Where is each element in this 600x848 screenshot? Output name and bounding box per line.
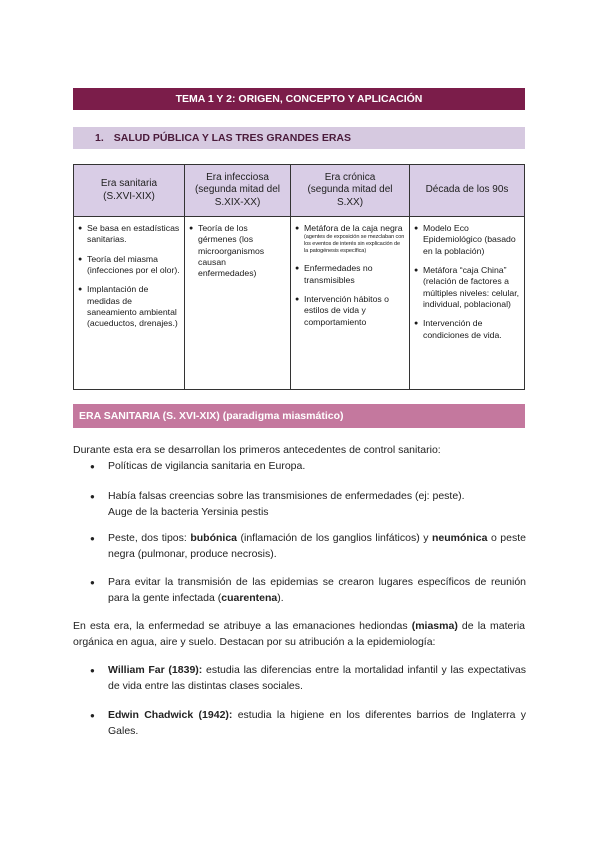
header-era-sanitaria: Era sanitaria (S.XVI-XIX) (74, 165, 185, 217)
list-item: ● Edwin Chadwick (1942): estudia la higiene en los diferentes barrios de Inglaterra y Gales. (90, 709, 526, 737)
list-item: ● Intervención de condiciones de vida. (414, 318, 520, 341)
list-item: ● Metáfora de la caja negra (agentes de exposición se mezclaban con los eventos de interés sin explicación de la patogénesis específica) (295, 223, 405, 255)
header-era-infecciosa: Era infecciosa (segunda mitad del S.XIX-XX) (185, 165, 291, 217)
section-heading-bar (73, 127, 525, 149)
miasma-paragraph: En esta era, la enfermedad se atribuye a las emanaciones hediondas (miasma) de la materia orgánica en agua, aire y suelo. Destacan por su atribución a la epidemiología: (73, 620, 525, 648)
intro-paragraph: Durante esta era se desarrollan los primeros antecedentes de control sanitario: (73, 444, 441, 456)
list-item: ● Teoría de los gérmenes (los microorganismos causan enfermedades) (189, 223, 286, 280)
list-item: ● Se basa en estadísticas sanitarias. (78, 223, 180, 246)
bullet-icon: ● (90, 492, 95, 501)
list-item: ● Políticas de vigilancia sanitaria en Europa. (90, 459, 526, 475)
header-era-cronica: Era crónica (segunda mitad del S.XX) (291, 165, 410, 217)
list-item: ● Peste, dos tipos: bubónica (inflamación de los ganglios linfáticos) y neumónica o peste negra (pulmonar, produce necrosis). (90, 532, 526, 560)
table-row (74, 217, 525, 390)
list-item: ● Metáfora “caja China” (relación de factores a múltiples niveles: celular, individual, poblacional) (414, 265, 520, 310)
eras-table (73, 164, 525, 390)
chapter-title: TEMA 1 Y 2: ORIGEN, CONCEPTO Y APLICACIÓN (175, 93, 423, 105)
list-item: ● William Far (1839): estudia las diferencias entre la mortalidad infantil y las expectativas de vida entre las distintas clases sociales. (90, 664, 526, 692)
list-item: ● Modelo Eco Epidemiológico (basado en la población) (414, 223, 520, 257)
list-item: ● Para evitar la transmisión de las epidemias se crearon lugares específicos de reunión para la gente infectada (cuarentena). (90, 576, 526, 604)
bullet-icon: ● (90, 534, 95, 543)
list-item-detail: (agentes de exposición se mezclaban con los eventos de interés sin explicación de la patogénesis específica) (304, 234, 405, 255)
list-item: ● Había falsas creencias sobre las transmisiones de enfermedades (ej: peste). Auge de la bacteria Yersinia pestis (90, 490, 465, 518)
section-heading: SALUD PÚBLICA Y LAS TRES GRANDES ERAS (113, 132, 352, 144)
header-decada-90s: Década de los 90s (410, 165, 525, 217)
list-item: ● Implantación de medidas de saneamiento ambiental (acueductos, drenajes.) (78, 284, 180, 329)
list-item: ● Teoría del miasma (infecciones por el olor). (78, 254, 180, 277)
bullet-icon: ● (90, 462, 95, 471)
bullet-icon: ● (90, 578, 95, 587)
list-item: ● Intervención hábitos o estilos de vida y comportamiento (295, 294, 405, 328)
cell-era-cronica (291, 217, 410, 390)
bullet-icon: ● (90, 711, 95, 720)
subsection-heading: ERA SANITARIA (S. XVI-XIX) (paradigma miasmático) (79, 410, 344, 422)
bullet-icon: ● (90, 666, 95, 675)
cell-era-infecciosa (185, 217, 291, 390)
subsection-heading-bar (73, 404, 525, 428)
cell-era-sanitaria (74, 217, 185, 390)
section-number: 1. (95, 132, 104, 144)
list-item: ● Enfermedades no transmisibles (295, 263, 405, 286)
chapter-title-bar (73, 88, 525, 110)
table-header-row (74, 165, 525, 217)
cell-decada-90s (410, 217, 525, 390)
